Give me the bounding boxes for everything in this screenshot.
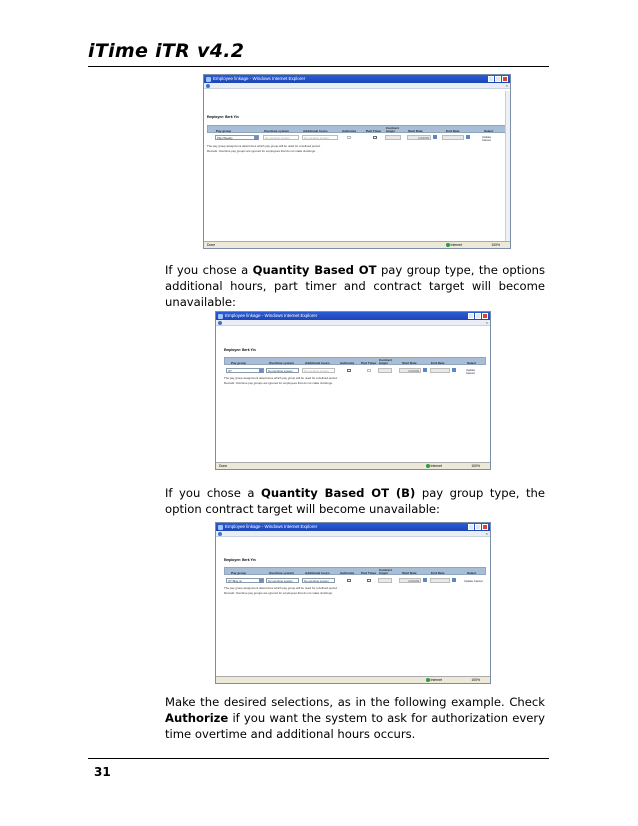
screenshot-window-2: [215, 311, 491, 470]
minimize-icon[interactable]: [488, 76, 494, 82]
zone-text: Internet: [430, 464, 442, 468]
close-icon[interactable]: [502, 76, 508, 82]
status-bar: [204, 241, 510, 248]
status-bar: [216, 676, 490, 683]
part-timer-checkbox[interactable]: [367, 579, 371, 583]
cancel-link[interactable]: Cancel: [466, 371, 475, 375]
end-date-input[interactable]: [442, 135, 464, 140]
screenshot-window-1: [203, 74, 511, 249]
col-authorize: Authorize: [340, 360, 355, 365]
col-additional-hours: Additional hours: [305, 360, 330, 365]
chevron-down-icon: [254, 136, 258, 140]
update-link[interactable]: Update: [482, 134, 492, 139]
close-icon[interactable]: [482, 313, 488, 319]
contract-target-input[interactable]: [378, 368, 392, 373]
col-select: Select: [467, 570, 477, 575]
note-line-1: The pay group assignment determines which pay group will be used for a defined period.: [224, 376, 338, 380]
start-date-input[interactable]: 1/0/2009: [407, 135, 431, 140]
screenshot-window-3: [215, 522, 491, 684]
chevron-down-icon: [259, 579, 263, 583]
overtime-system-select[interactable]: No overtime system: [266, 368, 299, 373]
col-overtime-system: Overtime system: [269, 570, 294, 575]
note-line-2: Remark: Overtime pay groups are ignored for employees that do not make clockings.: [207, 148, 316, 153]
col-contract-target: Contract target: [379, 567, 392, 575]
ie-icon: [206, 77, 211, 82]
col-part-timer: Part Timer: [361, 570, 377, 575]
zone-text: Internet: [430, 678, 442, 682]
col-contract-target: Contract target: [379, 357, 392, 365]
employee-label: Employee: Berk Yin: [224, 348, 256, 352]
calendar-icon[interactable]: [423, 368, 427, 372]
overtime-system-select[interactable]: No overtime system: [266, 578, 299, 583]
col-start-date: Start Date: [402, 360, 417, 365]
globe-icon: [446, 243, 450, 247]
end-date-input[interactable]: [430, 578, 450, 583]
zoom-level[interactable]: 100%: [491, 243, 500, 247]
table-header: [224, 567, 486, 575]
footer-rule: [88, 758, 549, 759]
note-line-1: The pay group assignment determines which pay group will be used for a defined period.: [224, 586, 338, 590]
additional-hours-select[interactable]: No overtime system: [302, 368, 335, 373]
window-title: Employee linkage - Windows Internet Explorer: [225, 313, 318, 318]
end-date-input[interactable]: [430, 368, 450, 373]
start-date-input[interactable]: 1/0/2009: [399, 368, 421, 373]
col-select: Select: [484, 128, 494, 133]
note-line-2: Remark: Overtime pay groups are ignored for employees that do not make clockings.: [224, 590, 333, 595]
col-end-date: End Date: [431, 570, 445, 575]
zoom-level[interactable]: 100%: [471, 678, 480, 682]
col-additional-hours: Additional hours: [303, 128, 328, 133]
calendar-icon[interactable]: [452, 578, 456, 582]
paragraph-2: If you chose a Quantity Based OT (B) pay group type, the option contract target will become unavailable:: [165, 486, 545, 516]
page-icon: [218, 321, 222, 325]
col-start-date: Start Date: [402, 570, 417, 575]
contract-target-input[interactable]: [385, 135, 401, 140]
maximize-icon[interactable]: [475, 313, 481, 319]
minimize-icon[interactable]: [468, 524, 474, 530]
close-tab-icon[interactable]: ×: [485, 531, 488, 536]
address-bar: [216, 320, 490, 326]
page-icon: [218, 532, 222, 536]
col-additional-hours: Additional hours: [305, 570, 330, 575]
note-line-1: The pay group assignment determines which pay group will be used for a defined period.: [207, 144, 321, 148]
zone-text: Internet: [450, 243, 462, 247]
status-bar: [216, 462, 490, 469]
col-end-date: End Date: [431, 360, 445, 365]
table-row: [207, 135, 507, 142]
col-authorize: Authorize: [342, 128, 357, 133]
ie-icon: [218, 314, 223, 319]
pay-group-select[interactable]: OT Blog on: [226, 578, 264, 583]
update-cancel-link[interactable]: Update Cancel: [464, 578, 483, 583]
maximize-icon[interactable]: [495, 76, 501, 82]
address-bar: [204, 83, 510, 89]
window-title: Employee linkage - Windows Internet Explorer: [213, 76, 306, 81]
authorize-checkbox[interactable]: [347, 136, 351, 140]
address-bar: [216, 531, 490, 537]
globe-icon: [426, 464, 430, 468]
vertical-scrollbar[interactable]: [505, 91, 510, 242]
additional-hours-select[interactable]: No overtime system: [302, 135, 338, 140]
table-header: [207, 125, 507, 133]
col-end-date: End Date: [446, 128, 460, 133]
window-title-bar: [204, 75, 510, 83]
maximize-icon[interactable]: [475, 524, 481, 530]
col-overtime-system: Overtime system: [269, 360, 294, 365]
status-text: Done: [219, 464, 228, 468]
window-title: Employee linkage - Windows Internet Explorer: [225, 524, 318, 529]
close-tab-icon[interactable]: ×: [485, 320, 488, 325]
header-rule: [88, 66, 549, 67]
col-pay-group: Pay group: [216, 128, 232, 133]
col-pay-group: Pay group: [231, 570, 247, 575]
calendar-icon[interactable]: [423, 578, 427, 582]
page-number: 31: [94, 765, 111, 779]
calendar-icon[interactable]: [466, 135, 470, 139]
col-authorize: Authorize: [340, 570, 355, 575]
update-link[interactable]: Update: [466, 367, 476, 372]
col-overtime-system: Overtime system: [264, 128, 289, 133]
window-title-bar: [216, 312, 490, 320]
paragraph-1: If you chose a Quantity Based OT pay group type, the options additional hours, part timer and contract target will become unavailable:: [165, 263, 545, 309]
ie-icon: [218, 525, 223, 530]
col-pay-group: Pay group: [231, 360, 247, 365]
paragraph-3: Make the desired selections, as in the following example. Check Authorize if you want the system to ask for authorization every time overtime and additional hours occurs.: [165, 695, 545, 741]
col-select: Select: [467, 360, 477, 365]
col-start-date: Start Date: [408, 128, 423, 133]
pay-group-select[interactable]: Plan Weekly: [215, 135, 259, 140]
close-tab-icon[interactable]: ×: [505, 83, 508, 88]
part-timer-checkbox[interactable]: [367, 369, 371, 373]
col-contract-target: Contract target: [386, 125, 399, 133]
overtime-system-select[interactable]: No overtime system: [263, 135, 299, 140]
employee-label: Employee: Berk Yin: [224, 558, 256, 562]
page-icon: [206, 84, 210, 88]
authorize-checkbox[interactable]: [347, 579, 351, 583]
table-header: [224, 357, 486, 365]
globe-icon: [426, 678, 430, 682]
chevron-down-icon: [259, 369, 263, 373]
pay-group-select[interactable]: OT: [226, 368, 264, 373]
calendar-icon[interactable]: [433, 135, 437, 139]
note-line-2: Remark: Overtime pay groups are ignored for employees that do not make clockings.: [224, 380, 333, 385]
cancel-link[interactable]: Cancel: [482, 138, 491, 142]
document-header-title: iTime iTR v4.2: [88, 40, 245, 62]
table-row: [224, 368, 486, 375]
calendar-icon[interactable]: [452, 368, 456, 372]
status-text: Done: [207, 243, 216, 247]
window-title-bar: [216, 523, 490, 531]
col-part-timer: Part Timer: [366, 128, 382, 133]
minimize-icon[interactable]: [468, 313, 474, 319]
employee-label: Employee: Berk Yin: [207, 115, 239, 119]
close-icon[interactable]: [482, 524, 488, 530]
authorize-checkbox[interactable]: [347, 369, 351, 373]
contract-target-input[interactable]: [378, 578, 392, 583]
col-part-timer: Part Timer: [361, 360, 377, 365]
additional-hours-select[interactable]: No overtime system: [302, 578, 335, 583]
table-row: [224, 578, 486, 585]
start-date-input[interactable]: 1/0/2009: [399, 578, 421, 583]
zoom-level[interactable]: 100%: [471, 464, 480, 468]
part-timer-checkbox[interactable]: [373, 136, 377, 140]
